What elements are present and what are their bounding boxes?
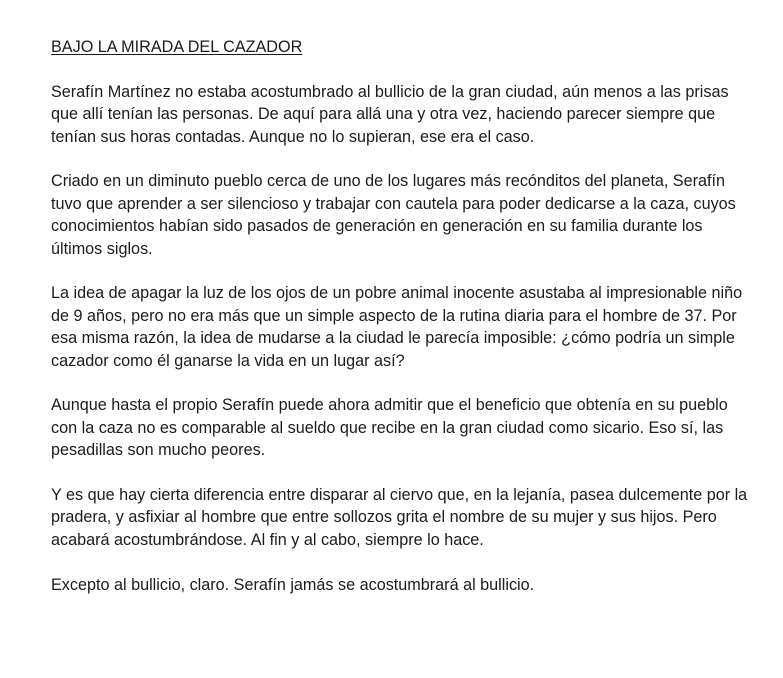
paragraph-4: Aunque hasta el propio Serafín puede ahora admitir que el beneficio que obtenía en su pueblo con la caza no es comparable al sueldo que recibe en la gran ciudad como sicario. Eso sí, las pesadillas son mucho peores. [51, 396, 728, 460]
paragraph-1: Serafín Martínez no estaba acostumbrado al bullicio de la gran ciudad, aún menos a las prisas que allí tenían las personas. De aquí para allá una y otra vez, haciendo parecer siempre que tenían sus horas contadas. Aunque no lo supieran, ese era el caso. [51, 82, 729, 146]
story-title: BAJO LA MIRADA DEL CAZADOR [51, 38, 303, 56]
paragraph-6: Excepto al bullicio, claro. Serafín jamás se acostumbrará al bullicio. [51, 575, 535, 594]
paragraph-3: La idea de apagar la luz de los ojos de un pobre animal inocente asustaba al impresionable niño de 9 años, pero no era más que un simple aspecto de la rutina diaria para el hombre de 37. Por esa misma razón, la idea de mudarse a la ciudad le parecía imposible: ¿cómo podría un simple cazador como él ganarse la vida en un lugar así? [51, 284, 743, 370]
paragraph-5: Y es que hay cierta diferencia entre disparar al ciervo que, en la lejanía, pasea dulcemente por la pradera, y asfixiar al hombre que entre sollozos grita el nombre de su mujer y sus hijos. Pero acabará acostumbrándose. Al fin y al cabo, siempre lo hace. [51, 486, 748, 549]
document-body [51, 36, 751, 618]
paragraph-2: Criado en un diminuto pueblo cerca de uno de los lugares más recónditos del planeta, Serafín tuvo que aprender a ser silencioso y trabajar con cautela para poder dedicarse a la caza, cuyos conocimientos habían sido pasados de generación en generación en su familia durante los últimos siglos. [51, 172, 736, 258]
